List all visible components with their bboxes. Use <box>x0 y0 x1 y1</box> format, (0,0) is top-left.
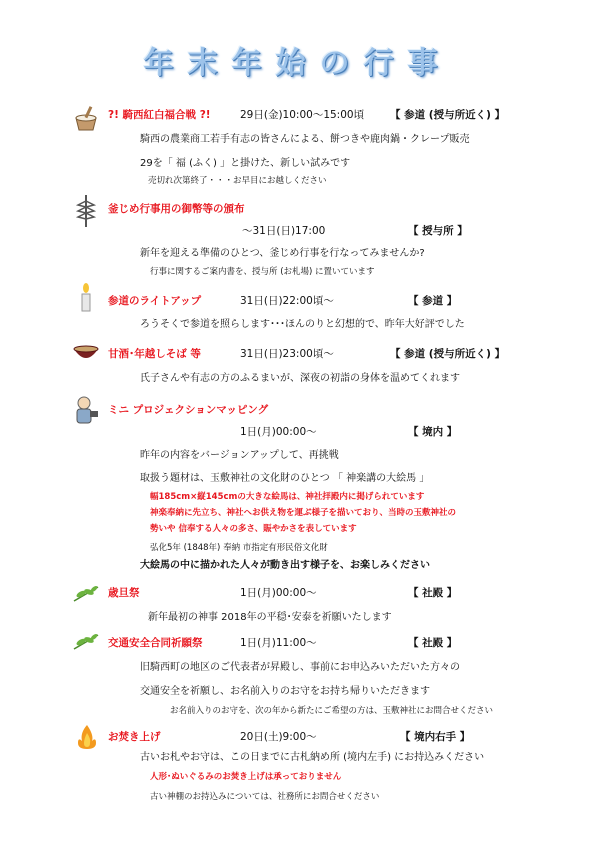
event-name: 釜じめ行事用の御幣等の頒布 <box>108 203 245 215</box>
event-date: 1日(月)00:00～ <box>240 426 317 438</box>
event-date: 31日(日)22:00頃～ <box>240 295 334 307</box>
event-place: 【 社殿 】 <box>408 587 458 599</box>
gohei-icon <box>72 195 100 223</box>
event-text: 氏子さんや有志の方のふるまいが、深夜の初詣の身体を温めてくれます <box>140 373 460 384</box>
event-text: 交通安全を祈願し、お名前入りのお守をお持ち帰りいただきます <box>140 686 430 697</box>
event-place: 【 参道 (授与所近く) 】 <box>390 348 506 360</box>
candle-icon <box>74 283 102 311</box>
event-date: 1日(月)11:00～ <box>240 637 317 649</box>
event-place: 【 境内 】 <box>408 426 458 438</box>
event-text: ろうそくで参道を照らします･･･ほんのりと幻想的で、昨年大好評でした <box>140 319 465 330</box>
event-date: 20日(土)9:00～ <box>240 731 317 743</box>
event-place: 【 社殿 】 <box>408 637 458 649</box>
bonfire-icon <box>74 723 102 751</box>
event-note: 売切れ次第終了・・・お早目にお越しください <box>148 176 327 186</box>
page-title: 年末年始の行事 <box>143 46 452 81</box>
event-red-note: 人形･ぬいぐるみのお焚き上げは承っておりません <box>150 772 342 782</box>
event-name: ?! 騎西紅白福合戦 ?! <box>108 109 211 121</box>
event-name: 交通安全合同祈願祭 <box>108 637 203 649</box>
event-name: 甘酒･年越しそば 等 <box>108 348 201 360</box>
event-date: 29日(金)10:00～15:00頃 <box>240 109 365 121</box>
event-note: 行事に関するご案内書を、授与所 (お札場) に置いています <box>150 267 375 277</box>
event-place: 【 境内右手 】 <box>400 731 471 743</box>
sakaki-branch-icon <box>72 583 100 611</box>
event-red-note: 幅185cm×縦145cmの大きな絵馬は、神社拝殿内に掲げられています <box>150 492 425 502</box>
mochi-pounding-icon <box>72 104 100 132</box>
event-red-note: 勢いや 信奉する人々の多さ、賑やかさを表しています <box>150 524 357 534</box>
event-text: 古いお札やお守は、この日までに古札納め所 (境内左手) にお持込みください <box>140 752 485 763</box>
soba-bowl-icon <box>72 341 100 369</box>
event-place: 【 参道 】 <box>408 295 458 307</box>
event-text: 騎西の農業商工若手有志の皆さんによる、餅つきや鹿肉鍋・クレープ販売 <box>140 134 470 145</box>
event-name: お焚き上げ <box>108 731 161 743</box>
projector-person-icon <box>72 395 100 423</box>
event-note: 古い神棚のお持込みについては、社務所にお問合せください <box>150 792 380 802</box>
event-place: 【 授与所 】 <box>408 225 468 237</box>
event-name: 参道のライトアップ <box>108 295 202 307</box>
event-text: 29を「 福 (ふく) 」と掛けた、新しい試みです <box>140 158 351 169</box>
event-date: 1日(月)00:00～ <box>240 587 317 599</box>
event-date: ～31日(日)17:00 <box>242 225 326 237</box>
event-place: 【 参道 (授与所近く) 】 <box>390 109 506 121</box>
event-note: お名前入りのお守を、次の年から新たにご希望の方は、玉敷神社にお問合せください <box>170 706 494 716</box>
event-date: 31日(日)23:00頃～ <box>240 348 334 360</box>
event-name: 歳旦祭 <box>108 587 140 599</box>
event-text: 旧騎西町の地区のご代表者が昇殿し、事前にお申込みいただいた方々の <box>140 662 460 673</box>
event-text: 新年を迎える準備のひとつ、釜じめ行事を行なってみませんか? <box>140 248 425 259</box>
event-text: 新年最初の神事 2018年の平穏･安泰を祈願いたします <box>148 612 392 623</box>
sakaki-branch-icon <box>72 631 100 659</box>
event-text: 昨年の内容をバージョンアップして、再挑戦 <box>140 450 339 461</box>
event-note: 弘化5年 (1848年) 奉納 市指定有形民俗文化財 <box>150 543 328 553</box>
event-red-note: 神楽奉納に先立ち、神社へお供え物を運ぶ様子を描いており、当時の玉敷神社の <box>150 508 457 518</box>
event-name: ミニ プロジェクションマッピング <box>108 404 269 416</box>
event-closing: 大絵馬の中に描かれた人々が動き出す様子を、お楽しみください <box>140 560 430 571</box>
event-text: 取扱う題材は、玉敷神社の文化財のひとつ 「 神楽講の大絵馬 」 <box>140 473 430 484</box>
